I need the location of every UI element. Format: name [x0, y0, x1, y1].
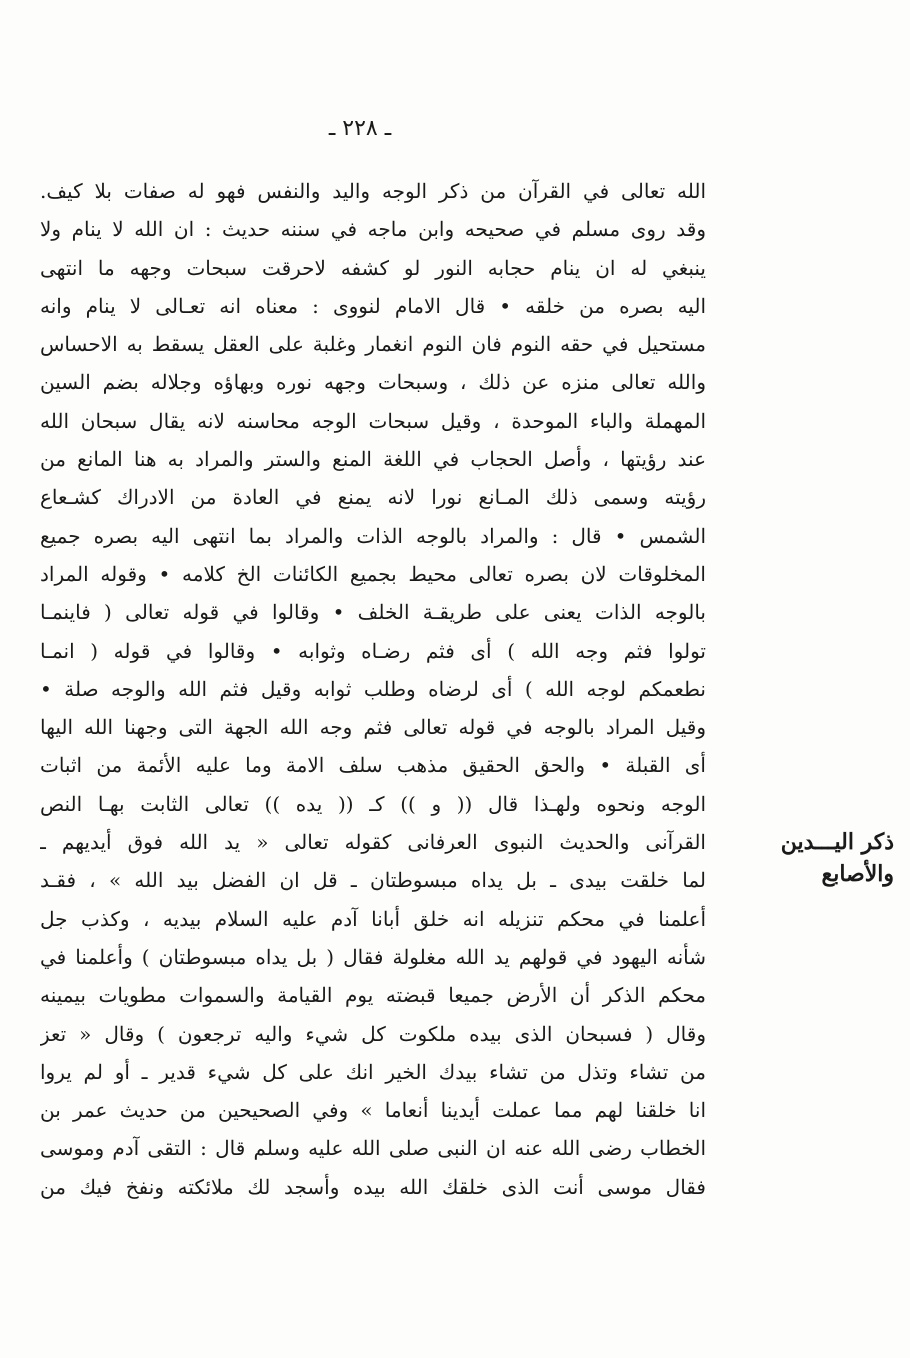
body-text	[40, 172, 706, 1206]
text-line: الشمس • قال : والمراد بالوجه الذات والمراد بما انتهى اليه بصره جميع	[40, 523, 706, 548]
text-line: المهملة والباء الموحدة ، وقيل سبحات الوجه محاسنه لانه يقال سبحان الله	[40, 408, 706, 433]
text-line: فقال موسى أنت الذى خلقك الله بيده وأسجد لك ملائكته ونفخ فيك من	[40, 1174, 706, 1199]
text-line: الخطاب رضى الله عنه ان النبى صلى الله عليه وسلم قال : التقى آدم وموسى	[40, 1136, 706, 1161]
text-line: أعلمنا في محكم تنزيله انه خلق أبانا آدم عليه السلام بيديه ، وكذب جل	[40, 906, 706, 931]
text-line: محكم الذكر أن الأرض جميعا قبضته يوم القيامة والسموات مطويات بيمينه	[40, 983, 706, 1008]
text-line: المخلوقات لان بصره تعالى محيط بجميع الكائنات الخ كلامه • وقوله المراد	[40, 561, 706, 586]
text-line: وقد روى مسلم في صحيحه وابن ماجه في سننه حديث : ان الله لا ينام ولا	[40, 217, 706, 242]
text-line: القرآنى والحديث النبوى العرفانى كقوله تعالى « يد الله فوق أيديهم ـ	[40, 830, 706, 855]
text-line: والله تعالى منزه عن ذلك ، وسبحات وجهه نوره وبهاؤه وجلاله بضم السين	[40, 370, 706, 395]
text-line: انا خلقنا لهم مما عملت أيدينا أنعاما » وفي الصحيحين من حديث عمر بن	[40, 1098, 706, 1123]
margin-heading-line: والأصابع	[821, 861, 894, 887]
text-line: مستحيل في حقه النوم فان النوم انغمار وغلبة على العقل يسقط به الاحساس	[40, 332, 706, 357]
text-line: من تشاء وتذل من تشاء بيدك الخير انك على كل شيء قدير ـ أو لم يروا	[40, 1059, 706, 1084]
margin-heading	[718, 826, 894, 890]
text-line: شأنه اليهود في قولهم يد الله مغلولة فقال ( بل يداه مبسوطتان ) وأعلمنا في	[40, 944, 706, 969]
text-line: نطعمكم لوجه الله ) أى لرضاه وطلب ثوابه وقيل فثم الله والوجه صلة •	[40, 676, 706, 701]
text-line: أى القبلة • والحق الحقيق مذهب سلف الامة وما عليه الأئمة من اثبات	[40, 753, 706, 778]
text-line: عند رؤيتها ، وأصل الحجاب في اللغة المنع والستر والمراد به هنا المانع من	[40, 447, 706, 472]
margin-heading-line: ذكر اليـــدين	[780, 829, 894, 855]
text-line: رؤيته وسمى ذلك المـانع نورا لانه يمنع في العادة من الادراك كشـعاع	[40, 485, 706, 510]
text-line: وقيل المراد بالوجه في قوله تعالى فثم وجه الله الجهة التى وجهنا الله اليها	[40, 715, 706, 740]
text-line: وقال ( فسبحان الذى بيده ملكوت كل شيء واليه ترجعون ) وقال « تعز	[40, 1021, 706, 1046]
text-line: لما خلقت بيدى ـ بل يداه مبسوطتان ـ قل ان الفضل بيد الله » ، فقـد	[40, 868, 706, 893]
text-line: الله تعالى في القرآن من ذكر الوجه واليد والنفس فهو له صفات بلا كيف.	[40, 179, 706, 203]
text-line: ينبغي له ان ينام حجابه النور لو كشفه لاحرقت سبحات وجهه ما انتهى	[40, 255, 706, 280]
text-line: بالوجه الذات يعنى على طريقـة الخلف • وقالوا في قوله تعالى ( فاينمـا	[40, 600, 706, 625]
text-line: تولوا فثم وجه الله ) أى فثم رضـاه وثوابه • وقالوا في قوله ( انمـا	[40, 638, 706, 663]
text-line: الوجه ونحوه ولهـذا قال (( و )) كـ (( يده )) تعالى الثابت بهـا النص	[40, 791, 706, 816]
text-line: اليه بصره من خلقه • قال الامام لنووى : معناه انه تعـالى لا ينام وانه	[40, 293, 706, 318]
page-number: ـ ٢٢٨ ـ	[328, 116, 392, 141]
